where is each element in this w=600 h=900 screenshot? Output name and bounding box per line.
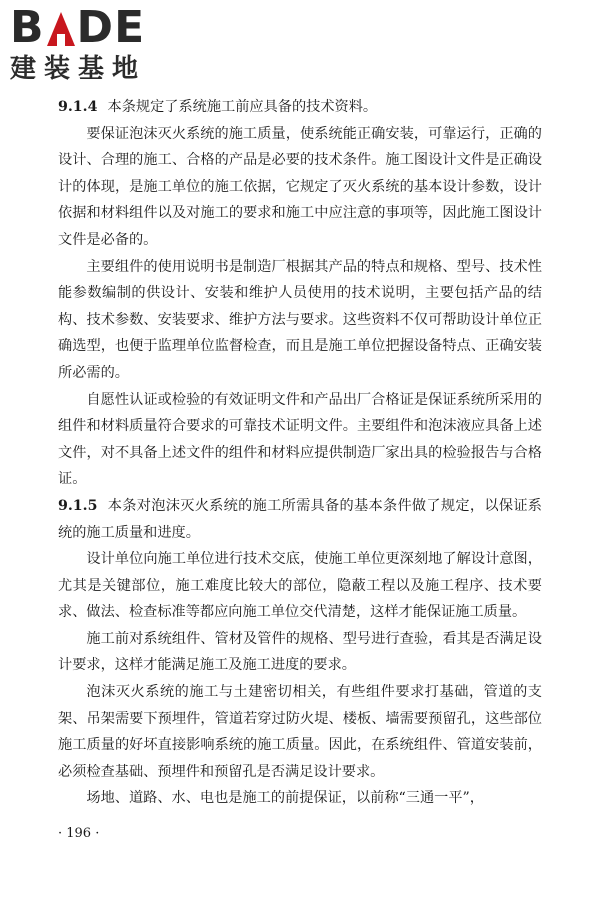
section-heading-text: 本条规定了系统施工前应具备的技术资料。 — [107, 99, 378, 115]
paragraph: 主要组件的使用说明书是制造厂根据其产品的特点和规格、型号、技术性能参数编制的供设计、安装和维护人员使用的技术说明，主要包括产品的结构、技术参数、安装要求、维护方法与要求。这些资料不仅可帮助设计单位正确选型，也便于监理单位监督检查，而且是施工单位把握设备特点、正确安装所必需的。 — [58, 258, 542, 381]
page-number: · 196 · — [58, 826, 100, 841]
paragraph: 自愿性认证或检验的有效证明文件和产品出厂合格证是保证系统所采用的组件和材料质量符合要求的可靠技术证明文件。主要组件和泡沫液应具备上述文件，对不具备上述文件的组件和材料应提供制造厂家出具的检验报告与合格证。 — [58, 391, 542, 488]
paragraph: 要保证泡沫灭火系统的施工质量，使系统能正确安装，可靠运行，正确的设计、合理的施工、合格的产品是必要的技术条件。施工图设计文件是正确设计的体现，是施工单位的施工依据，它规定了灭火系统的基本设计参数，设计依据和材料组件以及对施工的要求和施工中应注意的事项等，因此施工图设计文件是必备的。 — [58, 125, 542, 248]
logo-letters-de: DE — [76, 2, 146, 53]
logo-triangle-a-icon — [46, 10, 76, 46]
section-9-1-5 — [58, 493, 542, 546]
paragraph: 场地、道路、水、电也是施工的前提保证，以前称“三通一平”， — [86, 790, 484, 807]
paragraph: 泡沫灭火系统的施工与土建密切相关，有些组件要求打基础，管道的支架、吊架需要下预埋件，管道若穿过防火堤、楼板、墙需要预留孔，这些部位施工质量的好坏直接影响系统的施工质量。因此，在系统组件、管道安装前，必须检查基础、预埋件和预留孔是否满足设计要求。 — [58, 684, 542, 780]
section-heading-text: 本条对泡沫灭火系统的施工所需具备的基本条件做了规定，以保证系统的施工质量和进度。 — [58, 497, 542, 541]
section-number: 9.1.5 — [58, 497, 98, 514]
bade-logo — [10, 2, 180, 84]
logo-subtitle: 建装基地 — [10, 54, 147, 84]
section-9-1-4 — [58, 94, 542, 121]
logo-wordmark — [10, 2, 180, 53]
paragraph: 施工前对系统组件、管材及管件的规格、型号进行查验，看其是否满足设计要求，这样才能满足施工及施工进度的要求。 — [58, 630, 542, 674]
logo-letter-b: B — [10, 2, 45, 53]
document-body — [58, 94, 542, 812]
section-number: 9.1.4 — [58, 99, 98, 115]
paragraph: 设计单位向施工单位进行技术交底，使施工单位更深刻地了解设计意图，尤其是关键部位，施工难度比较大的部位，隐蔽工程以及施工程序、技术要求、做法、检查标准等都应向施工单位交代清楚，这样才能保证施工质量。 — [58, 551, 542, 621]
